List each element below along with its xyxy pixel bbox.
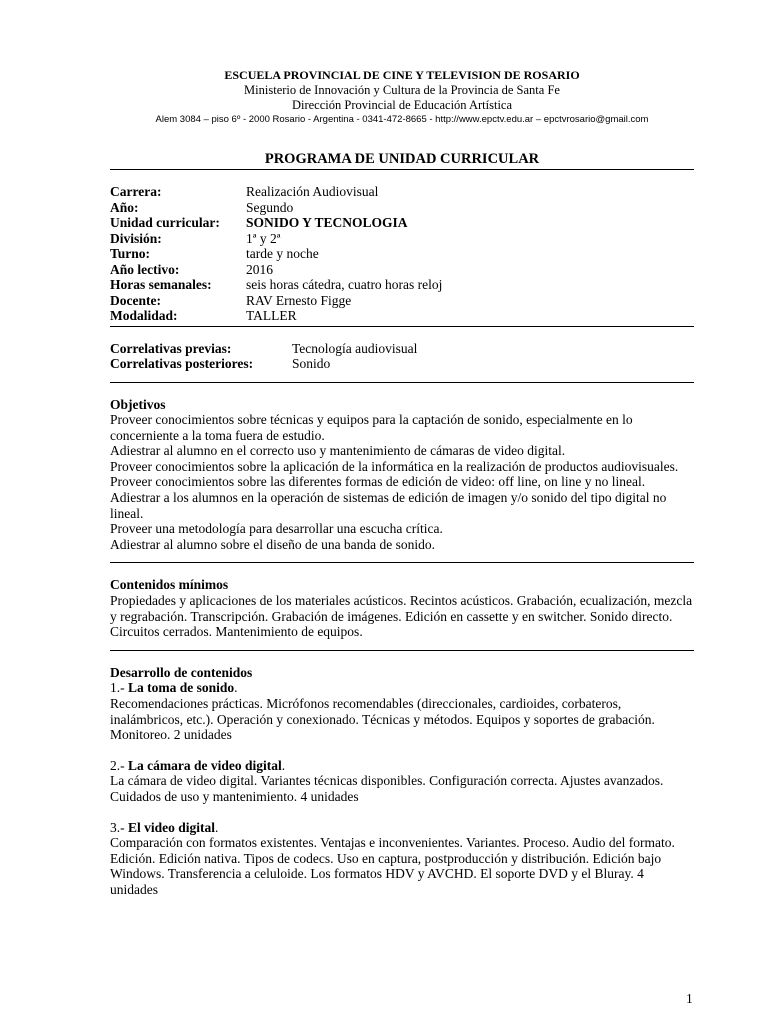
objective-item: Proveer conocimientos sobre las diferentes formas de edición de video: off line, on line y no lineal. (110, 474, 646, 490)
objective-item: Adiestrar al alumno en el correcto uso y mantenimiento de cámaras de video digital. (110, 443, 566, 459)
info-row (110, 246, 694, 262)
objective-item: Proveer conocimientos sobre técnicas y equipos para la captación de sonido, especialmente en lo concerniente a la toma fuera de estudio. (110, 412, 633, 443)
info-row (110, 231, 694, 247)
correlativa-label: Correlativas posteriores: (110, 356, 254, 371)
document-page (110, 68, 694, 898)
unit-block (110, 680, 694, 742)
unit-text: La cámara de video digital. Variantes técnicas disponibles. Configuración correcta. Ajustes avanzados. Cuidados de uso y mantenimiento. 4 unidades (110, 773, 664, 804)
info-value: SONIDO Y TECNOLOGIA (246, 215, 408, 230)
info-value: seis horas cátedra, cuatro horas reloj (246, 277, 443, 292)
info-label: Horas semanales: (110, 277, 212, 292)
unit-number: 2.- (110, 757, 128, 773)
info-label: Año: (110, 199, 139, 215)
divider (110, 169, 694, 170)
info-value: RAV Ernesto Figge (246, 292, 352, 308)
section-heading: Objetivos (110, 396, 166, 412)
objective-item: Adiestrar al alumno sobre el diseño de una banda de sonido. (110, 536, 436, 552)
info-label: Unidad curricular: (110, 215, 220, 230)
section-heading: Contenidos mínimos (110, 577, 229, 593)
objective-item: Adiestrar a los alumnos en la operación de sistemas de edición de imagen y/o sonido del tipo digital no lineal. (110, 490, 667, 521)
unit-block (110, 758, 694, 805)
info-row (110, 200, 694, 216)
unit-title: El video digital (128, 819, 216, 835)
info-row (110, 308, 694, 324)
contenidos-text: Propiedades y aplicaciones de los materiales acústicos. Recintos acústicos. Grabación, ecualización, mezcla y regrabación. Transcripción. Grabación de imágenes. Edición en cassette y en switcher. Sonido directo. Circuitos cerrados. Mantenimiento de equipos. (110, 593, 693, 640)
ministry-line: Ministerio de Innovación y Cultura de la Provincia de Santa Fe (244, 83, 560, 97)
unit-heading: 2.- La cámara de video digital. (110, 757, 286, 773)
objective-item: Proveer una metodología para desarrollar una escucha crítica. (110, 521, 443, 537)
school-name: ESCUELA PROVINCIAL DE CINE Y TELEVISION DE ROSARIO (224, 68, 580, 82)
divider (110, 326, 694, 327)
correlativa-value: Tecnología audiovisual (292, 340, 418, 356)
info-value: Realización Audiovisual (246, 184, 379, 199)
unit-heading: 1.- La toma de sonido. (110, 680, 238, 696)
info-label: Turno: (110, 246, 151, 261)
document-title: PROGRAMA DE UNIDAD CURRICULAR (264, 151, 540, 167)
divider (110, 382, 694, 383)
page-number: 1 (686, 991, 693, 1006)
unit-number: 3.- (110, 819, 128, 835)
info-value: Segundo (246, 199, 294, 215)
objective-item: Proveer conocimientos sobre la aplicación de la informática en la realización de productos audiovisuales. (110, 458, 679, 474)
info-label: División: (110, 230, 162, 246)
info-label: Año lectivo: (110, 261, 180, 277)
info-row (110, 184, 694, 200)
info-value: tarde y noche (246, 246, 319, 261)
info-row (110, 277, 694, 293)
info-value: TALLER (246, 308, 297, 323)
letterhead (110, 68, 694, 126)
direction-line: Dirección Provincial de Educación Artística (291, 98, 513, 112)
info-label: Modalidad: (110, 308, 178, 323)
correlativa-label: Correlativas previas: (110, 340, 232, 356)
info-table (110, 184, 694, 324)
unit-title: La toma de sonido (128, 680, 235, 696)
info-label: Carrera: (110, 184, 162, 199)
info-row (110, 293, 694, 309)
section-heading: Desarrollo de contenidos (110, 664, 253, 680)
info-row (110, 215, 694, 231)
info-row (110, 262, 694, 278)
divider (110, 562, 694, 563)
correlativa-row (110, 341, 694, 357)
unit-text: Recomendaciones prácticas. Micrófonos recomendables (direccionales, cardioides, corbateros, inalámbricos, etc.). Operación y conexionado. Técnicas y métodos. Equipos y soportes de grabación. Monitoreo. 2 unidades (110, 696, 655, 743)
info-value: 1ª y 2ª (246, 230, 281, 246)
correlativa-value: Sonido (292, 356, 331, 371)
correlativas-table (110, 341, 694, 372)
contenidos-section (110, 577, 694, 639)
info-label: Docente: (110, 292, 161, 308)
objetivos-section (110, 397, 694, 553)
unit-block (110, 820, 694, 898)
unit-title: La cámara de video digital (128, 757, 282, 773)
unit-number: 1.- (110, 680, 128, 696)
unit-heading: 3.- El video digital. (110, 819, 219, 835)
desarrollo-section (110, 665, 694, 898)
info-value: 2016 (246, 261, 273, 277)
unit-text: Comparación con formatos existentes. Ventajas e inconvenientes. Variantes. Proceso. Audio del formato. Edición. Edición nativa. Tipos de codecs. Uso en captura, postproducción y distribución. Edición bajo Windows. Transferencia a celuloide. Los formatos HDV y AVCHD. El soporte DVD y el Bluray. 4 unidades (110, 835, 675, 897)
correlativa-row (110, 356, 694, 372)
divider (110, 650, 694, 651)
address-line: Alem 3084 – piso 6º - 2000 Rosario - Argentina - 0341-472-8665 - http://www.epctv.edu.ar – epctvrosario@gmail.com (155, 114, 649, 125)
